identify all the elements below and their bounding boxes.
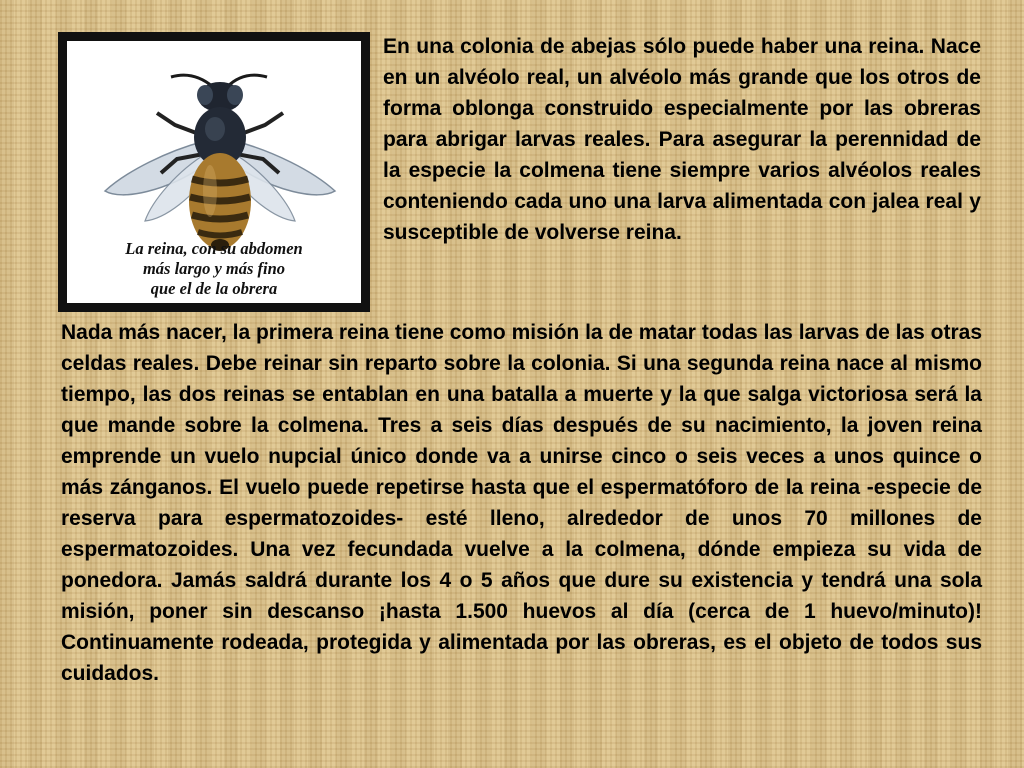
caption-line: más largo y más fino: [142, 259, 286, 278]
main-paragraph: Nada más nacer, la primera reina tiene como misión la de matar todas las larvas de las otras celdas reales. Debe reinar sin reparto sobre la colonia. Si una segunda reina nace al mismo tiempo, las dos reinas se entablan en una batalla a muerte y la que salga victoriosa será la que mande sobre la colmena. Tres a seis días después de su nacimiento, la joven reina emprende un vuelo nupcial único donde va a unirse cinco o seis veces a unos quince o más zánganos. El vuelo puede repetirse hasta que el espermatóforo de la reina -especie de reserva para espermatozoides- esté lleno, alrededor de unos 70 millones de espermatozoides. Una vez fecundada vuelve a la colmena, dónde empieza su vida de ponedora. Jamás saldrá durante los 4 o 5 años que dure su existencia y tendrá una sola misión, poner sin descanso ¡hasta 1.500 huevos al día (cerca de 1 huevo/minuto)! Continuamente rodeada, protegida y alimentada por las obreras, es el objeto de todos sus cuidados.: [61, 321, 982, 685]
figure-caption: [67, 239, 361, 299]
caption-line: La reina, con su abdomen: [125, 239, 303, 258]
queen-bee-figure: [58, 32, 370, 312]
caption-line: que el de la obrera: [150, 279, 278, 298]
intro-paragraph: En una colonia de abejas sólo puede haber una reina. Nace en un alvéolo real, un alvéolo más grande que los otros de forma oblonga construido especialmente por las obreras para abrigar larvas reales. Para asegurar la perennidad de la especie la colmena tiene siempre varios alvéolos reales conteniendo cada uno una larva alimentada con jalea real y susceptible de volverse reina.: [383, 35, 981, 244]
